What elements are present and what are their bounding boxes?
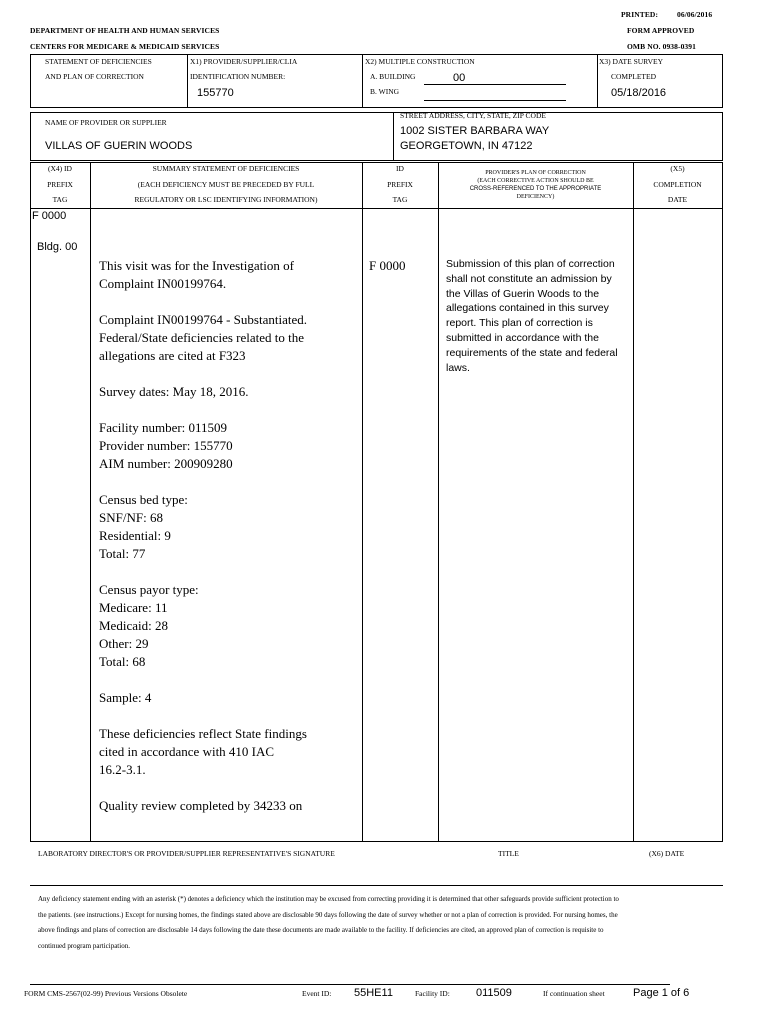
summary-line: Sample: 4	[99, 690, 152, 705]
summary-line: Medicaid: 28	[99, 618, 168, 633]
summary-line: 16.2-3.1.	[99, 762, 146, 777]
provider-id-value: 155770	[197, 87, 234, 99]
completed-label: COMPLETED	[611, 72, 656, 81]
rule	[30, 208, 723, 209]
rule	[90, 162, 91, 841]
address-line-2: GEORGETOWN, IN 47122	[400, 140, 533, 152]
continuation-label: If continuation sheet	[543, 989, 605, 998]
facility-id-value: 011509	[476, 987, 512, 999]
centers-name: CENTERS FOR MEDICARE & MEDICAID SERVICES	[30, 42, 220, 51]
summary-line	[99, 473, 307, 491]
col-plan-title: PROVIDER'S PLAN OF CORRECTION	[485, 170, 586, 176]
col-plan-note-2: CROSS-REFERENCED TO THE APPROPRIATE	[469, 186, 602, 192]
disclaimer-text: Any deficiency statement ending with an asterisk (*) denotes a deficiency which the institution may be excused from correcting providing it is determined that other safeguards provide sufficient protection to the patients. (see instructions.) Except for nursing homes, the findings stated above are disclosable 90 days following the date of survey whether or not a plan of correction is provided. For nursing homes, the above findings and plans of correction are disclosable 14 days following the date these documents are made available to the facility. If deficiencies are cited, an approved plan of correction is requisite to continued program participation.	[38, 895, 619, 950]
summary-line: Quality review completed by 34233 on	[99, 798, 303, 813]
summary-line: AIM number: 200909280	[99, 456, 233, 471]
survey-date-value: 05/18/2016	[611, 87, 667, 99]
col-date: DATE	[667, 195, 688, 204]
summary-line: Total: 77	[99, 546, 146, 561]
rule	[362, 54, 363, 107]
signature-label: LABORATORY DIRECTOR'S OR PROVIDER/SUPPLIER REPRESENTATIVE'S SIGNATURE	[38, 849, 335, 858]
col-id-tag: TAG	[392, 195, 408, 204]
plan-of-correction: Submission of this plan of correction shall not constitute an admission by the Villas of Guerin Woods to the allegations contained in this survey report. This plan of correction is submitted in accordance with the requirements of the state and federal laws.	[446, 258, 618, 374]
col-id-prefix: PREFIX	[387, 180, 413, 189]
address-line-1: 1002 SISTER BARBARA WAY	[400, 125, 550, 137]
title-label: TITLE	[498, 849, 519, 858]
building-value: 00	[453, 72, 466, 84]
col-plan-note-3: DEFICIENCY)	[516, 194, 555, 200]
summary-line: Complaint IN00199764 - Substantiated.	[99, 312, 307, 327]
col-summary-note-2: REGULATORY OR LSC IDENTIFYING INFORMATION)	[134, 195, 318, 204]
plan-label: AND PLAN OF CORRECTION	[45, 72, 144, 81]
rule	[30, 160, 723, 161]
rule	[30, 162, 31, 841]
identification-label: IDENTIFICATION NUMBER:	[190, 72, 286, 81]
omb-number: OMB NO. 0938-0391	[627, 42, 696, 51]
summary-line	[99, 563, 307, 581]
summary-line: SNF/NF: 68	[99, 510, 163, 525]
prefix-tag: F 0000	[32, 210, 67, 222]
col-x4-tag: TAG	[52, 195, 68, 204]
rule	[30, 841, 723, 842]
rule	[722, 54, 723, 107]
summary-line: cited in accordance with 410 IAC	[99, 744, 275, 759]
x3-label: X3) DATE SURVEY	[599, 57, 663, 66]
summary-line: Census payor type:	[99, 582, 199, 597]
rule	[187, 54, 188, 107]
summary-line	[99, 779, 307, 797]
id-prefix-tag: F 0000	[369, 258, 406, 273]
rule	[362, 162, 363, 841]
summary-line: Residential: 9	[99, 528, 171, 543]
col-plan-note: (EACH CORRECTIVE ACTION SHOULD BE	[477, 178, 594, 184]
rule	[30, 162, 723, 163]
statement-label: STATEMENT OF DEFICIENCIES	[45, 57, 152, 66]
rule	[30, 112, 723, 113]
rule	[30, 984, 670, 985]
building-tag: Bldg. 00	[37, 241, 78, 253]
rule	[393, 112, 394, 160]
building-underline	[424, 84, 566, 85]
summary-line: Facility number: 011509	[99, 420, 228, 435]
date-label: (X6) DATE	[649, 849, 685, 858]
col-summary-note: (EACH DEFICIENCY MUST BE PRECEDED BY FULL	[137, 180, 315, 189]
col-completion: COMPLETION	[653, 180, 702, 189]
summary-line	[99, 293, 307, 311]
summary-line: allegations are cited at F323	[99, 348, 246, 363]
summary-line: Provider number: 155770	[99, 438, 233, 453]
col-x5: (X5)	[670, 164, 685, 173]
provider-name-label: NAME OF PROVIDER OR SUPPLIER	[45, 118, 167, 127]
x1-label: X1) PROVIDER/SUPPLIER/CLIA	[190, 57, 298, 66]
summary-lines	[99, 257, 307, 815]
summary-line: Complaint IN00199764.	[99, 276, 227, 291]
col-id: ID	[396, 164, 404, 173]
address-label: STREET ADDRESS, CITY, STATE, ZIP CODE	[400, 111, 546, 120]
summary-line	[99, 401, 307, 419]
event-id-label: Event ID:	[302, 989, 332, 998]
rule	[597, 54, 598, 107]
summary-statement	[99, 257, 307, 815]
page-number: Page 1 of 6	[633, 987, 690, 999]
wing-label: B. WING	[370, 87, 400, 96]
department-name: DEPARTMENT OF HEALTH AND HUMAN SERVICES	[30, 26, 220, 35]
summary-line: Medicare: 11	[99, 600, 168, 615]
rule	[438, 162, 439, 841]
col-x4-prefix: PREFIX	[47, 180, 73, 189]
event-id-value: 55HE11	[354, 987, 393, 999]
rule	[30, 54, 31, 107]
rule	[30, 112, 31, 160]
rule	[722, 112, 723, 160]
summary-line: Other: 29	[99, 636, 149, 651]
x2-label: X2) MULTIPLE CONSTRUCTION	[365, 57, 475, 66]
building-label: A. BUILDING	[370, 72, 416, 81]
form-number: FORM CMS-2567(02-99) Previous Versions Obsolete	[24, 989, 188, 998]
col-x4-id: (X4) ID	[48, 164, 72, 173]
rule	[30, 885, 723, 886]
printed-date: 06/06/2016	[677, 10, 713, 19]
col-summary-title: SUMMARY STATEMENT OF DEFICIENCIES	[152, 164, 300, 173]
rule	[30, 54, 723, 55]
rule	[722, 162, 723, 841]
summary-line	[99, 671, 307, 689]
rule	[30, 107, 723, 108]
provider-name-value: VILLAS OF GUERIN WOODS	[45, 140, 193, 152]
summary-line	[99, 365, 307, 383]
form-approved: FORM APPROVED	[627, 26, 695, 35]
summary-line: Total: 68	[99, 654, 146, 669]
summary-line	[99, 707, 307, 725]
summary-line: Census bed type:	[99, 492, 188, 507]
rule	[633, 162, 634, 841]
summary-line: These deficiencies reflect State findings	[99, 726, 307, 741]
facility-id-label: Facility ID:	[415, 989, 450, 998]
summary-line: This visit was for the Investigation of	[99, 258, 294, 273]
printed-label: PRINTED:	[621, 10, 659, 19]
summary-line: Survey dates: May 18, 2016.	[99, 384, 249, 399]
summary-line: Federal/State deficiencies related to the	[99, 330, 305, 345]
wing-underline	[424, 100, 566, 101]
